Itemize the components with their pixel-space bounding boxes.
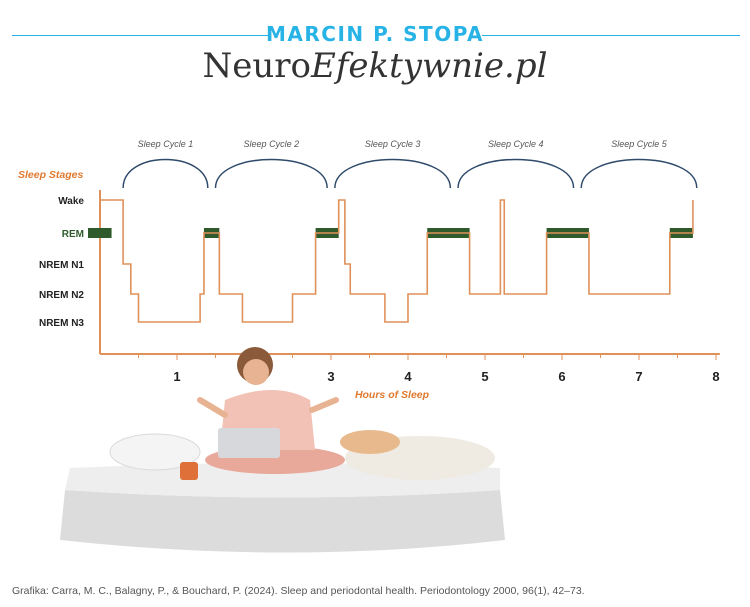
sleep-cycle-label: Sleep Cycle 1 [137, 139, 194, 149]
y-axis-title: Sleep Stages [18, 169, 84, 181]
x-tick-label: 5 [481, 369, 489, 384]
x-tick-label: 7 [635, 369, 643, 384]
sleep-cycle-label: Sleep Cycle 5 [611, 139, 667, 149]
sleep-cycle-arc [458, 160, 574, 189]
sleep-cycle-label: Sleep Cycle 2 [243, 139, 300, 149]
x-tick-label: 8 [712, 369, 720, 384]
sleep-cycle-label: Sleep Cycle 3 [364, 139, 421, 149]
sleep-cycle-arc [335, 160, 451, 189]
stage-label-rem: REM [61, 229, 84, 240]
woman-on-bed-illustration [60, 340, 510, 560]
rem-period-bar [88, 228, 112, 238]
x-tick-label: 3 [327, 369, 335, 384]
stage-label-nrem-n3: NREM N3 [38, 318, 84, 329]
sleep-cycle-arc [216, 160, 328, 189]
brand-regular: Neuro [202, 46, 312, 86]
stage-label-nrem-n1: NREM N1 [38, 260, 84, 271]
citation: Grafika: Carra, M. C., Balagny, P., & Bouchard, P. (2024). Sleep and periodontal health. Periodontology 2000, 96(1), 42–73. [12, 585, 585, 597]
stage-label-nrem-n2: NREM N2 [38, 290, 84, 301]
sleep-cycle-arc [581, 160, 697, 189]
sleep-cycle-label: Sleep Cycle 4 [488, 139, 544, 149]
sleep-cycle-arc [123, 160, 208, 189]
x-tick-label: 1 [173, 369, 181, 384]
hypnogram-line [100, 200, 693, 322]
brand-italic: Efektywnie.pl [311, 46, 548, 86]
author-name: MARCIN P. STOPA [266, 22, 484, 46]
x-tick-label: 6 [558, 369, 566, 384]
x-tick-label: 4 [404, 369, 412, 384]
stage-label-wake: Wake [58, 196, 84, 207]
x-axis-title: Hours of Sleep [354, 389, 430, 401]
